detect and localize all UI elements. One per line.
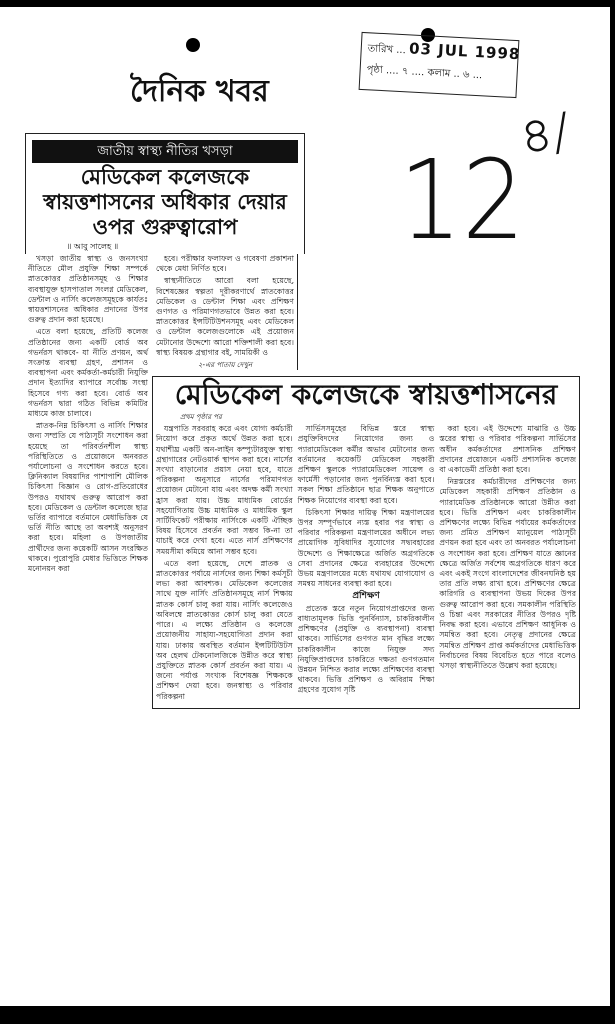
clipping-layout bbox=[25, 133, 580, 709]
paragraph: হবে। পরীক্ষার ফলাফল ও গবেষণা প্রকাশনা থেকে মেধা নির্ণিত হবে। bbox=[156, 254, 294, 274]
stamp-column: ৬ bbox=[462, 69, 470, 81]
article-1-column-1 bbox=[25, 254, 148, 576]
article-2-column-1 bbox=[156, 424, 293, 703]
article-1-column-2 bbox=[156, 254, 298, 370]
article-2-frame bbox=[152, 376, 580, 708]
article-2-headline: মেডিকেল কলেজকে স্বায়ত্তশাসনের bbox=[174, 378, 558, 412]
paragraph: চিকিৎসা শিক্ষার দায়িত্ব শিক্ষা মন্ত্রণালয়ের উপর সম্পূর্ণভাবে ন্যস্ত হবার পর স্বাস্থ্য ও পরিবার পরিকল্পনা মন্ত্রণালয়ের অধীনে লভ্য প্রায়োগিক সুবিধাদির সুযোগের সদ্ব্যবহারের উদ্দেশ্যে ও শিক্ষাক্ষেত্রে অর্জিত অগ্রগতিকে সেবা প্রদানের ক্ষেত্রে ব্যবহারের উদ্দেশ্যে উভয় মন্ত্রণালয়ের মধ্যে যথাযথ যোগাযোগ ও সমন্বয় সাধনের ব্যবস্থা করা হবে। bbox=[297, 507, 435, 589]
stamp-date-label: তারিখ bbox=[367, 43, 394, 56]
right-stack bbox=[152, 254, 580, 709]
continued-from-note: প্রথম পৃষ্ঠার পর bbox=[180, 413, 222, 422]
paragraph: যন্ত্রপাতি সরবরাহ করে এবং যোগ্য কর্মচারী নিয়োগ করে প্রকৃত অর্থে উন্নত করা হবে। যথাশীঘ্র একটি অন-লাইন কম্প্যুটারযুক্ত স্বাস্থ্য গ্রন্থাগারের নেটওয়ার্ক স্থাপন করা হবে। নার্সের সংখ্যা বাড়ানোর প্রয়াস নেয়া হবে, যাতে পরিকল্পনা অনুসারে নার্সের পরিমাণগত প্রয়োজন মেটানো যায় এবং অদক্ষ কর্মী সংখ্যা হ্রাস করা যায়। উচ্চ মাধ্যমিক বোর্ডের সহযোগিতায় উচ্চ মাধ্যমিক ও মাধ্যমিক স্কুল সার্টিফিকেট পরীক্ষায় নার্সিংকে একটি ঐচ্ছিক বিষয় হিসেবে প্রবর্তন করা সম্ভব কি-না তা যাচাই করে দেখা হবে। এতে নার্স প্রশিক্ষণের সময়সীমা কমিয়ে আনা সম্ভব হবে। bbox=[156, 424, 293, 556]
paragraph: স্বাস্থ্যনীতিতে আরো বলা হয়েছে, বিশেষজ্ঞের স্বল্পতা দূরীকরণার্থে স্নাতকোত্তর মেডিকেল ও ডেন্টাল শিক্ষা এবং প্রশিক্ষণ গুণগত ও পরিমাণগতভাবে উন্নত করা হবে। স্নাতকোত্তর ইন্সটিটিউশনসমূহ এবং মেডিকেল ও ডেন্টাল কলেজগুলোকে এই প্রয়োজন মেটানোর উদ্দেশ্যে আরো শক্তিশালী করা হবে। স্বাস্থ্য বিষয়ক গ্রন্থাগার বই, সাময়িকী ও bbox=[156, 276, 294, 357]
article-2-column-2 bbox=[298, 424, 435, 703]
subheading: প্রশিক্ষণ bbox=[352, 591, 380, 602]
stamp-column-label: কলাম bbox=[427, 67, 451, 80]
paragraph: সার্ভিসসমূহের বিভিন্ন স্তরে স্বাস্থ্য প্রযুক্তিবিদদের নিয়োগের জন্য ও প্যারামেডিকেল কর্মীর অভাব মেটানোর জন্য বর্তমানের কয়েকটি মেডিকেল সহকারী প্রশিক্ষণ স্কুলকে প্যারামেডিকেল সায়েন্স ও ফার্মেসী পড়ানোর জন্য পুনর্বিন্যস্ত করা হবে। সকল শিক্ষা প্রতিষ্ঠানে ছাত্র শিক্ষক অনুপাতে শিক্ষক নিয়োগের ব্যবস্থা করা হবে। bbox=[297, 424, 435, 505]
article-2-columns bbox=[156, 424, 576, 703]
scan-border-right bbox=[610, 0, 615, 1024]
stamp-date: 03 JUL 1998 bbox=[408, 39, 521, 64]
archive-stamp: তারিখ ... 03 JUL 1998 পৃষ্ঠা .... ৭ .... কলাম .. ৬ ... bbox=[359, 32, 520, 98]
clipping-body bbox=[25, 254, 580, 709]
scan-border-top bbox=[0, 0, 615, 7]
stamp-page-label: পৃষ্ঠা bbox=[366, 64, 384, 77]
article-2-column-3 bbox=[439, 424, 576, 703]
handwritten-number: 12 bbox=[398, 136, 525, 264]
article-1-headline: মেডিকেল কলেজকে স্বায়ত্তশাসনের অধিকার দেয়ার ওপর গুরুত্বারোপ bbox=[43, 165, 287, 239]
paragraph: এতে বলা হয়েছে, প্রতিটি কলেজ প্রতিষ্ঠানের জন্য একটি বোর্ড অব গভর্নরস থাকবে- যা নীতি প্রণয়ন, অর্থ সংক্রান্ত ব্যবস্থা গ্রহণ, প্রশাসন ও ব্যবস্থাপনা এবং কর্মকর্তা-কর্মচারী নিযুক্তি প্রদান ইত্যাদির ব্যাপারে সর্বোচ্চ সংস্থা হিসেবে গণ্য করা হবে। বোর্ড অব গভর্নরস দ্বারা গঠিত বিভিন্ন কমিটির মাধ্যমে কাজ চালাবে। bbox=[28, 327, 148, 419]
paragraph: নিম্নস্তরের কর্মচারীদের প্রশিক্ষণের জন্য মেডিকেল সহকারী প্রশিক্ষণ প্রতিষ্ঠান ও প্যারামেডিক প্রতিষ্ঠানকে আরো উন্নীত করা হবে। ভিত্তি প্রশিক্ষণ এবং চাকরিকালীন প্রশিক্ষণের লক্ষ্যে বিভিন্ন পর্যায়ের কর্মকর্তাদের জন্য প্রমিত প্রশিক্ষণ ম্যানুয়েল পাঠ্যসূচী প্রণয়ন করা হবে এবং তা অনবরত পর্যালোচনা ও সংশোধন করা হবে। প্রশিক্ষণ যাতে জ্ঞানের ক্ষেত্রে অর্জিত সর্বশেষ অগ্রগতিকে ধারণ করে এবং একই সংগে বাংলাদেশের জীবনঘনিষ্ঠ হয় তার প্রতি লক্ষ্য রাখা হবে। প্রশিক্ষণের ক্ষেত্রে কারিগরি ও ব্যবস্থাপনা উভয় দিকের উপর গুরুত্ব আরোপ করা হবে। সমকালীন পরিস্থিতি ও চিন্তা এবং সরকারের নীতির উপরও দৃষ্টি নিবদ্ধ করা হবে। এভাবে প্রশিক্ষণ আধুনিক ও সমন্বিত করা হবে। নেতৃত্ব প্রদানের ক্ষেত্রে সমন্বিত প্রশিক্ষণ প্রাপ্ত কর্মকর্তাদের মেধাভিত্তিক নির্বাচনের বিষয় বিবেচিত হতে পারে বলেও খসড়া স্বাস্থ্যনীতিতে উল্লেখ করা হয়েছে। bbox=[439, 477, 577, 670]
paragraph: স্নাতক-নিম্ন চিকিৎসা ও নার্সিং শিক্ষার জন্য সম্প্রতি যে পাঠ্যসূচী সংশোধন করা হয়েছে তা পরিবর্তনশীল স্বাস্থ্য পরিস্থিতিতে ও প্রয়োজনে অনবরত পর্যালোচনা ও সংশোধন করতে হবে। ক্লিনিক্যাল বিষয়াদির পাশাপাশি মৌলিক চিকিৎসা বিজ্ঞান ও রোগ-প্রতিরোধের উপরও যথাযথ গুরুত্ব আরোপ করা হবে। মেডিকেল ও ডেন্টাল কলেজে ছাত্র ভর্তির ব্যাপারে বর্তমানে মেধাভিত্তিক যে ভর্তি নীতি আছে তা অবশ্যই অনুসরণ করা হবে। মহিলা ও উপজাতীয় প্রার্থীদের জন্য কয়েকটি আসন সংরক্ষিত থাকবে। পুরোপুরি মেধার ভিত্তিতে শিক্ষক মনোনয়ন করা bbox=[28, 421, 148, 574]
article-1-byline: ॥ আবু সালেহ ॥ bbox=[66, 242, 119, 251]
paragraph: এতে বলা হয়েছে, দেশে স্নাতক ও স্নাতকোত্তর পর্যায়ে নার্সদের জন্য শিক্ষা কর্মসূচী লভ্য করা আবশ্যক। মেডিকেল কলেজের সাথে যুক্ত নার্সিং প্রতিষ্ঠানসমূহে নার্স শিক্ষায় স্নাতক কোর্স চালু করা যায়। নার্সিং কলেজেও অবিলম্বে স্নাতকোত্তর কোর্স চালু করা যেতে পারে। এ লক্ষ্যে প্রতিষ্ঠান ও কলেজে প্রয়োজনীয় সাহায্য-সহযোগিতা প্রদান করা যায়। ঢাকায় অবস্থিত বর্তমান ইন্সটিটিউটস অব হেলথ টেকনোলজিকে উন্নীত করে স্বাস্থ্য প্রযুক্তিতে স্নাতক কোর্স প্রবর্তন করা যায়। এ জন্যে পর্যাপ্ত সংখ্যক বিশেষজ্ঞ শিক্ষককে প্রশিক্ষণ দেয়া হবে। জনস্বাস্থ্য ও পরিবার পরিকল্পনা bbox=[156, 558, 293, 701]
article-1-frame bbox=[25, 133, 305, 254]
paragraph: প্রত্যেক স্তরে নতুন নিয়োগপ্রাপ্তদের জন্য বাধ্যতামূলক ভিত্তি পুনর্বিন্যাস, চাকরিকালীন প্রশিক্ষণের (প্রযুক্তি ও ব্যবস্থাপনা) ব্যবস্থা থাকবে। সার্ভিসের গুণগত মান বৃদ্ধির লক্ষ্যে চাকরিকালীন কাজে নিযুক্ত সদ্য নিযুক্তিপ্রাপ্তদের চাকরিতে দক্ষতা গুণগতমান উন্নয়ন নিশ্চিত করার লক্ষ্যে প্রশিক্ষণের ব্যবস্থা থাকবে। ভিত্তি প্রশিক্ষণ ও অবিরাম শিক্ষা গ্রহণের সুযোগ সৃষ্টি bbox=[297, 603, 435, 695]
paragraph: খসড়া জাতীয় স্বাস্থ্য ও জনসংখ্যা নীতিতে মৌল প্রযুক্তি শিক্ষা সম্পর্কে স্নাতকোত্তর প্রতিষ্ঠানসমূহ ও শিক্ষার ব্যবস্থাযুক্ত হাসপাতাল সংলগ্ন মেডিকেল, ডেন্টাল ও নার্সিং কলেজসমূহকে কার্যতঃ স্বায়ত্তশাসনের অধিকার প্রদানের উপর গুরুত্ব প্রদান করা হয়েছে। bbox=[28, 254, 148, 325]
stamp-page: ৭ bbox=[401, 66, 409, 78]
handwritten-mark: ৪/ bbox=[516, 101, 574, 167]
newspaper-masthead: দৈনিক খবর bbox=[130, 74, 269, 109]
continued-note: ২-এর পাতায় দেখুন bbox=[197, 361, 253, 370]
punch-hole-icon bbox=[186, 38, 200, 52]
scan-border-bottom bbox=[0, 1006, 615, 1024]
paragraph: করা হবে। এই উদ্দেশ্যে মাঝারি ও উচ্চ স্তরের স্বাস্থ্য ও পরিবার পরিকল্পনা সার্ভিসের অধীন কর্মকর্তাদের প্রশাসনিক প্রশিক্ষণ প্রদানের প্রয়োজনে একটি প্রশাসনিক কলেজ বা একাডেমী প্রতিষ্ঠা করা হবে। bbox=[439, 424, 577, 475]
article-1-kicker: জাতীয় স্বাস্থ্য নীতির খসড়া bbox=[32, 140, 298, 163]
